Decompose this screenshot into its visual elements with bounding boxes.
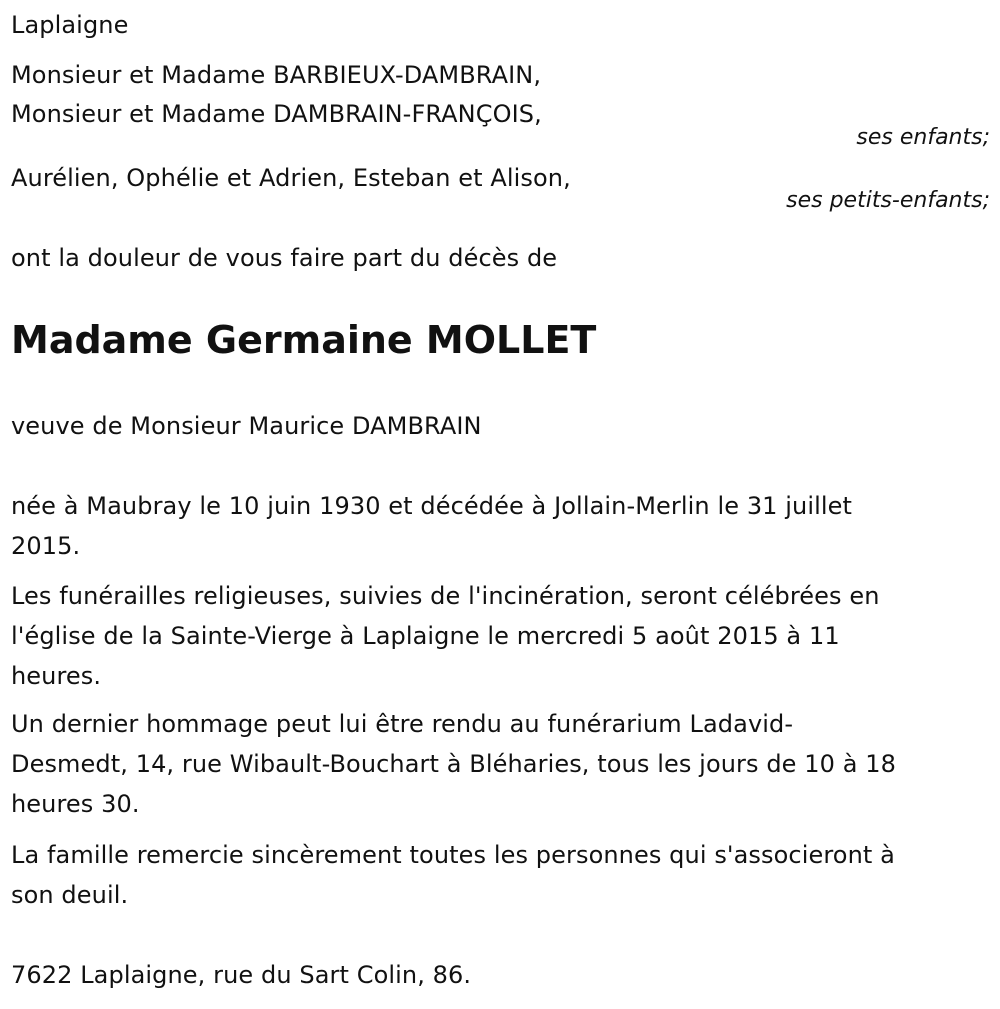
children-label: ses enfants; <box>856 125 990 150</box>
birth-death-line-2: 2015. <box>11 532 81 560</box>
announcement: ont la douleur de vous faire part du décès de <box>11 244 558 272</box>
birth-death-line-1: née à Maubray le 10 juin 1930 et décédée à Jollain-Merlin le 31 juillet <box>11 492 853 520</box>
deceased-name: Madame Germaine MOLLET <box>11 318 597 362</box>
grandchildren-label: ses petits-enfants; <box>786 188 990 213</box>
thanks-line-1: La famille remercie sincèrement toutes les personnes qui s'associeront à <box>11 841 895 869</box>
homage-line-3: heures 30. <box>11 790 140 818</box>
children-line-2: Monsieur et Madame DAMBRAIN-FRANÇOIS, <box>11 100 542 128</box>
grandchildren-line: Aurélien, Ophélie et Adrien, Esteban et Alison, <box>11 164 571 192</box>
widow-of: veuve de Monsieur Maurice DAMBRAIN <box>11 412 482 440</box>
address: 7622 Laplaigne, rue du Sart Colin, 86. <box>11 961 472 989</box>
funeral-line-2: l'église de la Sainte-Vierge à Laplaigne le mercredi 5 août 2015 à 11 <box>11 622 840 650</box>
homage-line-2: Desmedt, 14, rue Wibault-Bouchart à Bléharies, tous les jours de 10 à 18 <box>11 750 897 778</box>
place-header: Laplaigne <box>11 11 129 39</box>
funeral-line-3: heures. <box>11 662 102 690</box>
thanks-line-2: son deuil. <box>11 881 129 909</box>
children-line-1: Monsieur et Madame BARBIEUX-DAMBRAIN, <box>11 61 542 89</box>
homage-line-1: Un dernier hommage peut lui être rendu au funérarium Ladavid- <box>11 710 794 738</box>
funeral-line-1: Les funérailles religieuses, suivies de l'incinération, seront célébrées en <box>11 582 880 610</box>
